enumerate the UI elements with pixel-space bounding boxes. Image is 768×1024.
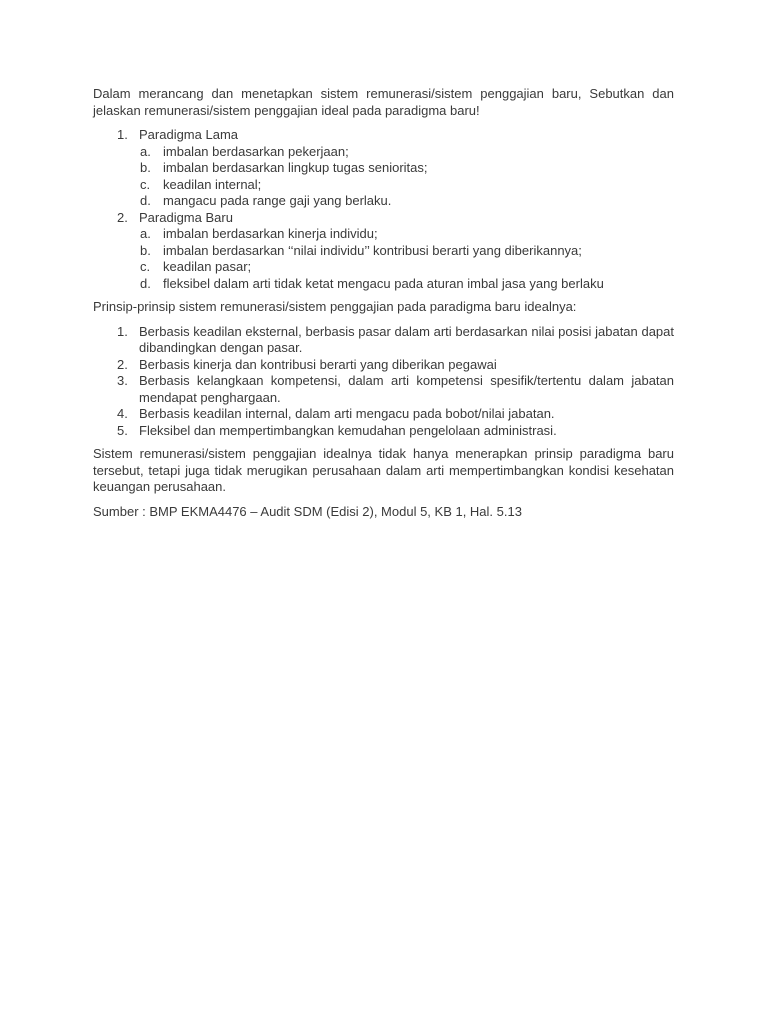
list-item	[139, 276, 674, 293]
list-item	[139, 226, 674, 243]
principle-item	[93, 406, 674, 423]
list-item	[139, 177, 674, 194]
list-marker: 1.	[117, 323, 128, 339]
list-marker: a.	[140, 143, 151, 159]
list-marker: a.	[140, 226, 151, 241]
principle-item	[93, 357, 674, 374]
paradigm-item-baru	[93, 210, 674, 293]
list-item-text: keadilan internal;	[163, 176, 262, 192]
conclusion-paragraph: Sistem remunerasi/sistem penggajian idealnya tidak hanya menerapkan prinsip paradigma baru tersebut, tetapi juga tidak merugikan perusahaan dalam arti mempertimbangkan kondisi kesehatan keuangan perusahaan.	[93, 446, 674, 494]
paradigm-title: Paradigma Lama	[139, 127, 238, 142]
list-marker: c.	[140, 259, 151, 274]
principle-item	[93, 373, 674, 406]
paradigm-list	[93, 127, 674, 292]
principle-text: Berbasis kinerja dan kontribusi berarti yang diberikan pegawai	[139, 356, 497, 372]
principle-text: Berbasis kelangkaan kompetensi, dalam arti kompetensi spesifik/tertentu dalam jabatan mendapat penghargaan.	[139, 373, 674, 405]
list-item	[139, 160, 674, 177]
list-item-text: imbalan berdasarkan ‘‘nilai individu’’ kontribusi berarti yang diberikannya;	[163, 242, 582, 258]
paradigm-title: Paradigma Baru	[139, 209, 233, 225]
list-marker: c.	[140, 176, 151, 192]
principle-text: Fleksibel dan mempertimbangkan kemudahan pengelolaan administrasi.	[139, 422, 557, 438]
list-item-text: keadilan pasar;	[163, 259, 252, 274]
principle-text: Berbasis keadilan eksternal, berbasis pasar dalam arti berdasarkan nilai posisi jabatan dapat dibandingkan dengan pasar.	[139, 323, 674, 355]
list-item	[139, 259, 674, 276]
list-item-text: mangacu pada range gaji yang berlaku.	[163, 193, 392, 208]
list-marker: 4.	[117, 406, 128, 421]
paradigm-baru-sublist	[139, 226, 674, 292]
intro-paragraph: Dalam merancang dan menetapkan sistem remunerasi/sistem penggajian baru, Sebutkan dan jelaskan remunerasi/sistem penggajian ideal pada paradigma baru!	[93, 86, 674, 118]
list-marker: 2.	[117, 209, 128, 225]
list-item	[139, 193, 674, 210]
list-item-text: imbalan berdasarkan kinerja individu;	[163, 226, 378, 241]
list-marker: 1.	[117, 127, 128, 142]
source-citation: Sumber : BMP EKMA4476 – Audit SDM (Edisi 2), Modul 5, KB 1, Hal. 5.13	[93, 503, 522, 519]
list-marker: 2.	[117, 356, 128, 372]
list-item-text: imbalan berdasarkan lingkup tugas senioritas;	[163, 160, 428, 175]
principle-item	[93, 324, 674, 357]
list-item	[139, 243, 674, 260]
list-marker: b.	[140, 160, 151, 175]
document-body	[93, 86, 674, 528]
list-item-text: fleksibel dalam arti tidak ketat mengacu pada aturan imbal jasa yang berlaku	[163, 275, 604, 291]
list-marker: d.	[140, 193, 151, 208]
paradigm-item-lama	[93, 127, 674, 210]
paradigm-lama-sublist	[139, 144, 674, 210]
principle-text: Berbasis keadilan internal, dalam arti mengacu pada bobot/nilai jabatan.	[139, 406, 555, 421]
principles-intro: Prinsip-prinsip sistem remunerasi/sistem penggajian pada paradigma baru idealnya:	[93, 299, 577, 314]
list-marker: 5.	[117, 422, 128, 438]
list-marker: b.	[140, 242, 151, 258]
list-marker: d.	[140, 275, 151, 291]
principles-list	[93, 324, 674, 440]
principle-item	[93, 423, 674, 440]
list-item-text: imbalan berdasarkan pekerjaan;	[163, 143, 349, 159]
list-item	[139, 144, 674, 161]
list-marker: 3.	[117, 373, 128, 388]
